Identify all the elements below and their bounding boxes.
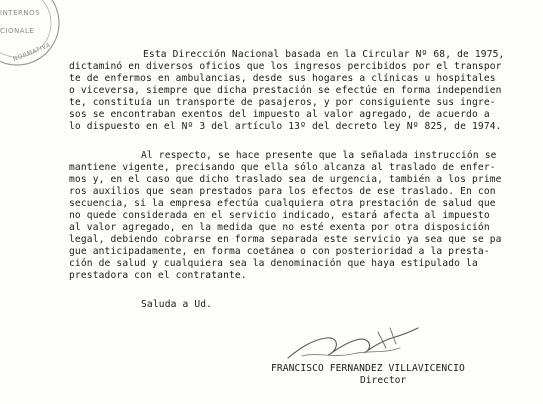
paragraph-2-line: no quede considerada en el servicio indicado, estará afecta al impuesto (69, 210, 490, 221)
paragraph-1-line: dictaminó en diversos oficios que los ingresos percibidos por el transpor (69, 61, 502, 72)
paragraph-2-line: gue anticipadamente, en forma coetánea o con posterioridad a la presta- (69, 246, 490, 257)
paragraph-2-line: prestadora con el contratante. (69, 270, 247, 281)
handwritten-signature (282, 318, 422, 366)
seal-text-3: NORMATIVA (12, 41, 52, 64)
paragraph-1-line: lo dispuesto en el Nº 3 del artículo 13º del decreto ley Nº 825, de 1974. (69, 121, 502, 132)
paragraph-2-line: ción de salud y cualquiera sea la denominación que haya estipulado la (69, 258, 478, 269)
signer-title: Director (360, 375, 407, 386)
paragraph-2-line: al valor agregado, en la medida que no esté exenta por otra disposición (69, 222, 490, 233)
seal-text-1: INTERNOS (0, 9, 41, 17)
paragraph-1-line: te de enfermos en ambulancias, desde sus hogares a clínicas u hospitales (69, 73, 496, 84)
seal-text-2: CIONALE (0, 27, 35, 35)
paragraph-1-line: sos se encontraban exentos del impuesto al valor agregado, de acuerdo a (69, 109, 490, 120)
paragraph-2-line: ros auxilios que sean prestados para los efectos de ese traslado. En con (69, 186, 496, 197)
paragraph-1-line: Esta Dirección Nacional basada en la Circular Nº 68, de 1975, (143, 49, 505, 60)
paragraph-2-line: legal, debiendo cobrarse en forma separada este servicio ya sea que se pa (69, 234, 502, 245)
paragraph-2-line: Al respecto, se hace presente que la señalada instrucción se (141, 150, 497, 161)
paragraph-1-line: o viceversa, siempre que dicha prestación se efectúe en forma independien (69, 85, 502, 96)
paragraph-2-line: secuencia, si la empresa efectúa cualquiera otra prestación de salud que (69, 198, 496, 209)
paragraph-2-line: mantiene vigente, precisando que ella sólo alcanza al traslado de enfer- (69, 162, 496, 173)
paragraph-2-line: mos y, en el caso que dicho traslado sea de urgencia, también a los prime (69, 174, 502, 185)
signer-name: FRANCISCO FERNANDEZ VILLAVICENCIO (271, 363, 465, 374)
paragraph-1-line: te, constituía un transporte de pasajeros, y por consiguiente sus ingre- (69, 97, 496, 108)
closing-salutation: Saluda a Ud. (141, 299, 213, 310)
